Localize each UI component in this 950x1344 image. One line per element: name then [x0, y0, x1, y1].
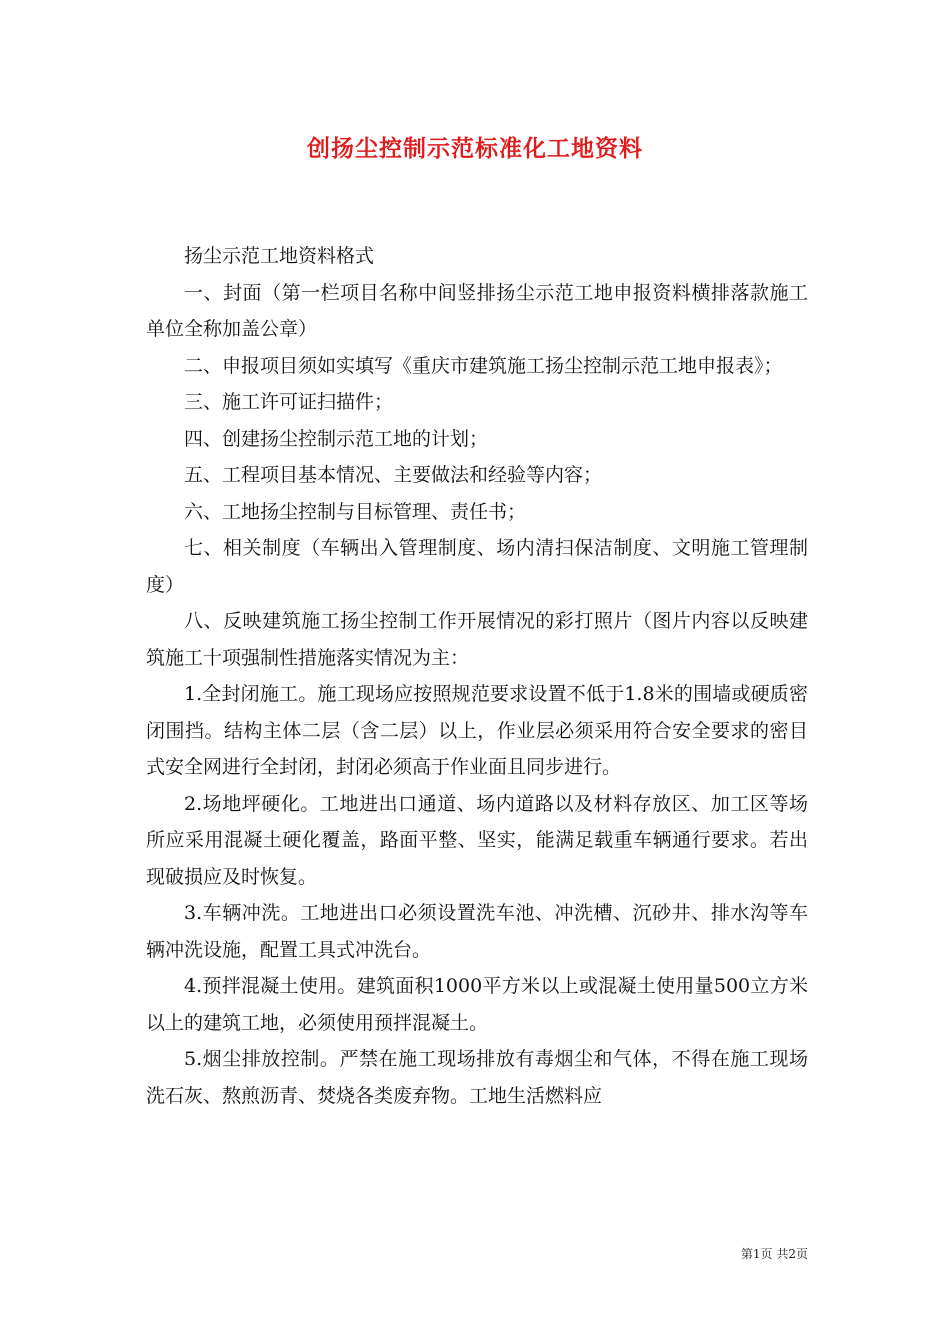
- paragraph-measure-3: 3.车辆冲洗。工地进出口必须设置洗车池、冲洗槽、沉砂井、排水沟等车辆冲洗设施，配置工具式冲洗台。: [146, 902, 808, 961]
- paragraph-item-7: 七、相关制度（车辆出入管理制度、场内清扫保洁制度、文明施工管理制度）: [146, 537, 808, 596]
- paragraph-item-5: 五、工程项目基本情况、主要做法和经验等内容；: [184, 464, 603, 486]
- paragraph-item-1: 一、封面（第一栏项目名称中间竖排扬尘示范工地申报资料横排落款施工单位全称加盖公章）: [146, 281, 808, 340]
- paragraph-heading: 扬尘示范工地资料格式: [184, 245, 375, 267]
- paragraph-item-6: 六、工地扬尘控制与目标管理、责任书；: [184, 500, 527, 523]
- paragraph-item-2: 二、申报项目须如实填写《重庆市建筑施工扬尘控制示范工地申报表》；: [184, 354, 783, 377]
- paragraph-item-8: 八、反映建筑施工扬尘控制工作开展情况的彩打照片（图片内容以反映建筑施工十项强制性措施落实情况为主：: [146, 610, 808, 669]
- document-body: [146, 238, 808, 1114]
- page-number: 第1页 共2页: [740, 1247, 808, 1261]
- paragraph-item-4: 四、创建扬尘控制示范工地的计划；: [184, 427, 489, 450]
- paragraph-measure-1: 1.全封闭施工。施工现场应按照规范要求设置不低于1.8米的围墙或硬质密闭围挡。结构主体二层（含二层）以上，作业层必须采用符合安全要求的密目式安全网进行全封闭，封闭必须高于作业面且同步进行。: [146, 683, 808, 778]
- paragraph-measure-2: 2.场地坪硬化。工地进出口通道、场内道路以及材料存放区、加工区等场所应采用混凝土硬化覆盖，路面平整、坚实，能满足载重车辆通行要求。若出现破损应及时恢复。: [146, 792, 808, 888]
- document-title: 创扬尘控制示范标准化工地资料: [307, 135, 643, 162]
- paragraph-measure-4: 4.预拌混凝土使用。建筑面积1000平方米以上或混凝土使用量500立方米以上的建筑工地，必须使用预拌混凝土。: [146, 975, 808, 1034]
- paragraph-measure-5: 5.烟尘排放控制。严禁在施工现场排放有毒烟尘和气体，不得在施工现场洗石灰、熬煎沥青、焚烧各类废弃物。工地生活燃料应: [146, 1048, 808, 1107]
- paragraph-item-3: 三、施工许可证扫描件；: [184, 391, 394, 413]
